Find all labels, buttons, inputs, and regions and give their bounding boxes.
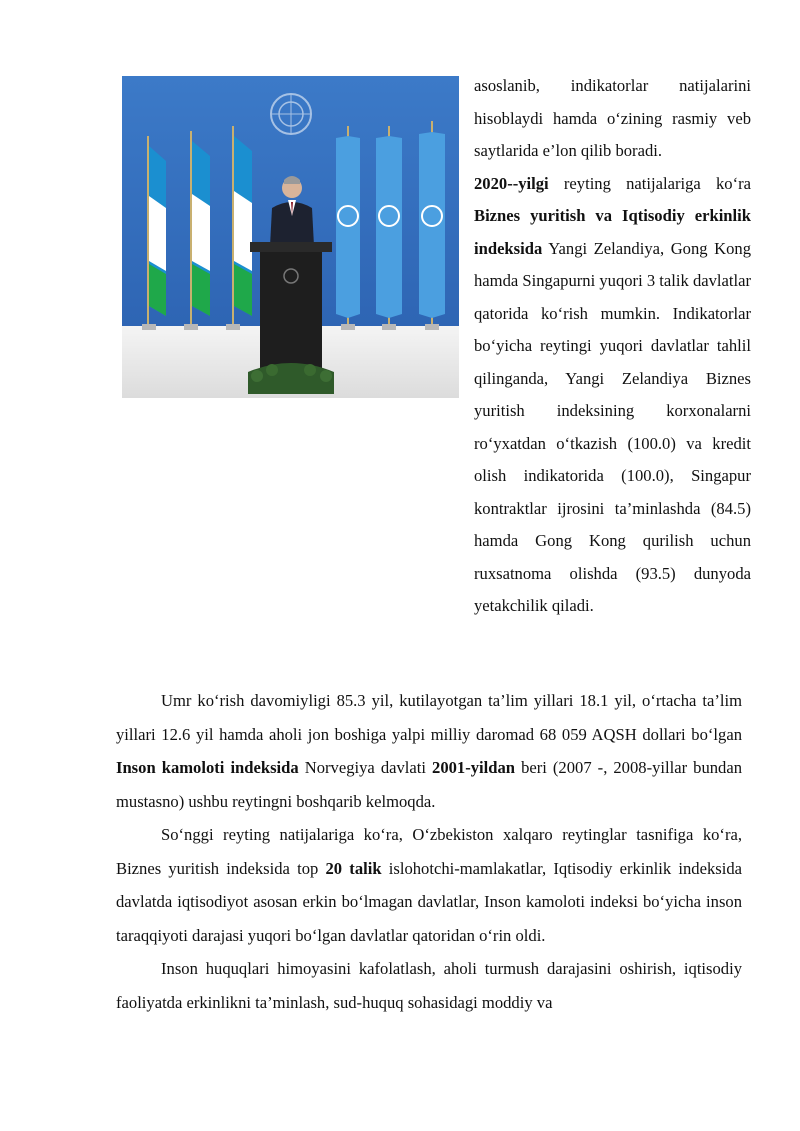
un-flags — [336, 121, 445, 330]
side-paragraph-2 — [474, 168, 751, 623]
body-text-run: Norvegiya davlati — [298, 758, 433, 777]
bold-year-2020: 2020--yilgi — [474, 173, 549, 193]
podium — [248, 242, 334, 394]
body-paragraph-1 — [116, 684, 742, 818]
body-paragraph-2 — [116, 818, 742, 952]
main-body-text — [116, 684, 742, 1019]
uzbek-flags — [142, 126, 252, 330]
body-text-run: beri (2007 -, 2008-yillar bundan mustasno) ushbu reytingni boshqarib kelmoqda. — [116, 758, 743, 811]
side-paragraph-1: asoslanib, indikatorlar natijalarini hisoblaydi hamda o‘zining rasmiy veb saytlarida e’lon qilib boradi. — [474, 76, 751, 160]
body-text-run: So‘nggi reyting natijalariga ko‘ra, O‘zbekiston xalqaro reytinglar tasnifiga ko‘ra, Biznes yuritish indeksida top — [116, 825, 742, 878]
bold-year-2001: 2001-yildan — [432, 758, 516, 777]
bold-index-names: Biznes yuritish va Iqtisodiy erkinlik indeksida — [474, 206, 751, 258]
body-paragraph-3: Inson huquqlari himoyasini kafolatlash, aholi turmush darajasini oshirish, iqtisodiy faoliyatda erkinlikni ta’minlash, sud-huquq sohasidagi moddiy va — [116, 959, 742, 1012]
body-text-run: islohotchi-mamlakatlar, Iqtisodiy erkinlik indeksida davlatda iqtisodiyot asosan erkin bo‘lmagan davlatlar, Inson kamoloti indeksi bo‘yicha inson taraqqiyoti darajasi yuqori bo‘lgan davlatlar qatoridan o‘rin oldi. — [116, 858, 743, 945]
side-column-text — [474, 70, 751, 623]
side-text-run: reyting natijalariga ko‘ra — [548, 173, 751, 193]
side-text-run: Yangi Zelandiya, Gong Kong hamda Singapurni yuqori 3 talik davlatlar qatorida ko‘rish mumkin. Indikatorlar bo‘yicha reytingi yuqori davlatlar tahlil qilinganda, Yangi Zelandiya Biznes yuritish indeksining korxonalarni ro‘yxatdan o‘tkazish (100.0) va kredit olish indikatorida (100.0), Singapur kontraktlar ijrosini ta’minlashda (84.5) hamda Gong Kong qurilish uchun ruxsatnoma olishda (93.5) dunyoda yetakchilik qiladi. — [474, 238, 751, 615]
bold-hdi-name: Inson kamoloti indeksida — [116, 758, 299, 777]
bold-top-20: 20 talik — [325, 858, 382, 878]
body-text-run: Umr ko‘rish davomiyligi 85.3 yil, kutilayotgan ta’lim yillari 18.1 yil, o‘rtacha ta’lim yillari 12.6 yil hamda aholi jon boshiga yalpi milliy daromad 68 059 AQSH dollari bo‘lgan — [116, 691, 742, 744]
un-emblem-icon — [271, 94, 311, 134]
photo-illustration — [122, 76, 459, 398]
press-photo — [122, 76, 459, 398]
